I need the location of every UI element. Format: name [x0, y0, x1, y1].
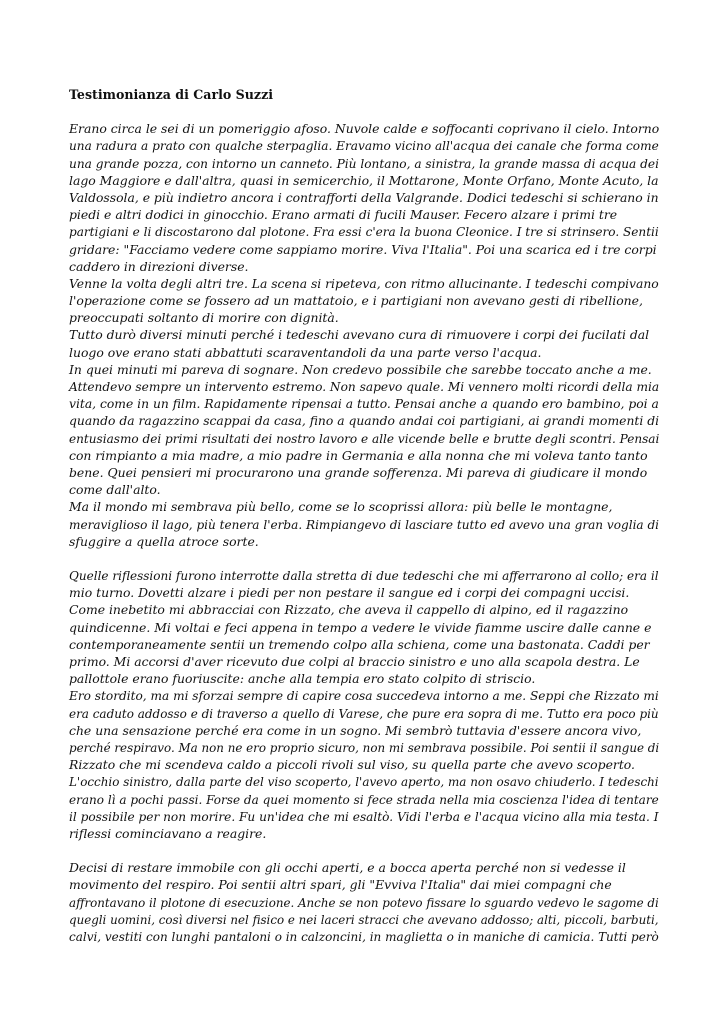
document-text [69, 120, 659, 945]
text-line: una radura a prato con qualche sterpaglia. Eravamo vicino all'acqua dei canale che forma come [69, 138, 659, 154]
text-line: movimento del respiro. Poi sentii altri spari, gli "Evviva l'Italia" dai miei compagni che [69, 877, 612, 893]
text-line: lago Maggiore e dall'altra, quasi in semicerchio, il Mottarone, Monte Orfano, Monte Acuto, la [69, 172, 659, 188]
text-line: gridare: "Facciamo vedere come sappiamo morire. Viva l'Italia". Poi una scarica ed i tre corpi [69, 241, 657, 257]
text-line: luogo ove erano stati abbattuti scaraventandoli da una parte verso l'acqua. [69, 344, 542, 360]
text-line: bene. Quei pensieri mi procurarono una grande sofferenza. Mi pareva di giudicare il mondo [69, 464, 648, 480]
text-line: mio turno. Dovetti alzare i piedi per non pestare il sangue ed i corpi dei compagni uccisi. [69, 585, 630, 601]
text-section [69, 120, 659, 550]
text-line: quegli uomini, così diversi nel fisico e nei laceri stracci che avevano addosso; alti, piccoli, barbuti, [69, 911, 659, 927]
text-line: Tutto durò diversi minuti perché i tedeschi avevano cura di rimuovere i corpi dei fucilati dal [69, 327, 650, 343]
text-line: Venne la volta degli altri tre. La scena si ripeteva, con ritmo allucinante. I tedeschi compivano [69, 275, 659, 291]
text-line: perché respiravo. Ma non ne ero proprio sicuro, non mi sembrava possibile. Poi sentii il sangue di [69, 739, 660, 755]
text-line: Rizzato che mi scendeva caldo a piccoli rivoli sul viso, su quella parte che avevo scoperto. [69, 757, 635, 773]
text-line: Ero stordito, ma mi sforzai sempre di capire cosa succedeva intorno a me. Seppi che Rizzato mi [69, 688, 659, 704]
text-line: piedi e altri dodici in ginocchio. Erano armati di fucili Mauser. Fecero alzare i primi tre [69, 207, 618, 223]
text-line: Quelle riflessioni furono interrotte dalla stretta di due tedeschi che mi afferrarono al collo; era il [69, 568, 659, 584]
text-line: contemporaneamente sentii un tremendo colpo alla schiena, come una bastonata. Caddi per [69, 636, 650, 652]
text-line: affrontavano il plotone di esecuzione. Anche se non potevo fissare lo sguardo vedevo le sagome di [69, 894, 659, 910]
text-line: meraviglioso il lago, più tenera l'erba. Rimpiangevo di lasciare tutto ed avevo una gran voglia di [69, 516, 660, 532]
text-line: che una sensazione perché era come in un sogno. Mi sembrò tuttavia d'essere ancora vivo, [69, 722, 642, 738]
text-line: calvi, vestiti con lunghi pantaloni o in calzoncini, in maglietta o in maniche di camicia. Tutti però [69, 929, 659, 945]
text-line: caddero in direzioni diverse. [69, 258, 249, 274]
text-line: Decisi di restare immobile con gli occhi aperti, e a bocca aperta perché non si vedesse il [69, 860, 626, 876]
text-line: come dall'alto. [69, 482, 161, 498]
text-line: preoccupati soltanto di morire con dignità. [69, 310, 339, 326]
text-line: era caduto addosso e di traverso a quello di Varese, che pure era sopra di me. Tutto era poco più [69, 705, 659, 721]
document-body [69, 86, 659, 945]
text-section [69, 859, 659, 945]
text-line: sfuggire a quella atroce sorte. [69, 533, 259, 549]
paragraph-gap [69, 550, 659, 567]
text-line: l'operazione come se fossero ad un mattatoio, e i partigiani non avevano gesti di ribellione, [69, 293, 643, 309]
document-title: Testimonianza di Carlo Suzzi [69, 87, 274, 102]
text-line: una grande pozza, con intorno un canneto. Più lontano, a sinistra, la grande massa di acqua dei [69, 155, 660, 171]
text-line: quando da ragazzino scappai da casa, fino a quando andai coi partigiani, ai grandi momenti di [69, 413, 660, 429]
text-line: Valdossola, e più indietro ancora i contrafforti della Valgrande. Dodici tedeschi si schierano in [69, 189, 659, 205]
text-line: il possibile per non morire. Fu un'idea che mi esaltò. Vidi l'erba e l'acqua vicino alla mia testa. I [69, 808, 659, 824]
text-line: vita, come in un film. Rapidamente ripensai a tutto. Pensai anche a quando ero bambino, poi a [69, 396, 659, 412]
text-line: riflessi cominciavano a reagire. [69, 825, 267, 841]
text-line: L'occhio sinistro, dalla parte del viso scoperto, l'avevo aperto, ma non osavo chiuderlo. I tedeschi [69, 774, 659, 790]
text-line: erano lì a pochi passi. Forse da quei momento si fece strada nella mia coscienza l'idea di tentare [69, 791, 659, 807]
text-line: Erano circa le sei di un pomeriggio afoso. Nuvole calde e soffocanti coprivano il cielo. Intorno [69, 121, 660, 137]
text-line: primo. Mi accorsi d'aver ricevuto due colpi al braccio sinistro e uno alla scapola destra. Le [69, 654, 640, 670]
text-line: con rimpianto a mia madre, a mio padre in Germania e alla nonna che mi voleva tanto tanto [69, 447, 648, 463]
text-line: pallottole erano fuoriuscite: anche alla tempia ero stato colpito di striscio. [69, 671, 536, 687]
text-line: quindicenne. Mi voltai e feci appena in tempo a vedere le vivide fiamme uscire dalle canne e [69, 619, 652, 635]
text-section [69, 567, 659, 842]
text-line: partigiani e li discostarono dal plotone. Fra essi c'era la buona Cleonice. I tre si strinsero. Sentii [69, 224, 659, 240]
text-line: Attendevo sempre un intervento estremo. Non sapevo quale. Mi vennero molti ricordi della mia [69, 379, 660, 395]
text-line: In quei minuti mi pareva di sognare. Non credevo possibile che sarebbe toccato anche a me. [69, 361, 652, 377]
paragraph-gap [69, 842, 659, 859]
text-line: entusiasmo dei primi risultati dei nostro lavoro e alle vicende belle e brutte degli scontri. Pensai [69, 430, 660, 446]
text-line: Come inebetito mi abbracciai con Rizzato, che aveva il cappello di alpino, ed il ragazzino [69, 602, 629, 618]
text-line: Ma il mondo mi sembrava più bello, come se lo scoprissi allora: più belle le montagne, [69, 499, 613, 515]
